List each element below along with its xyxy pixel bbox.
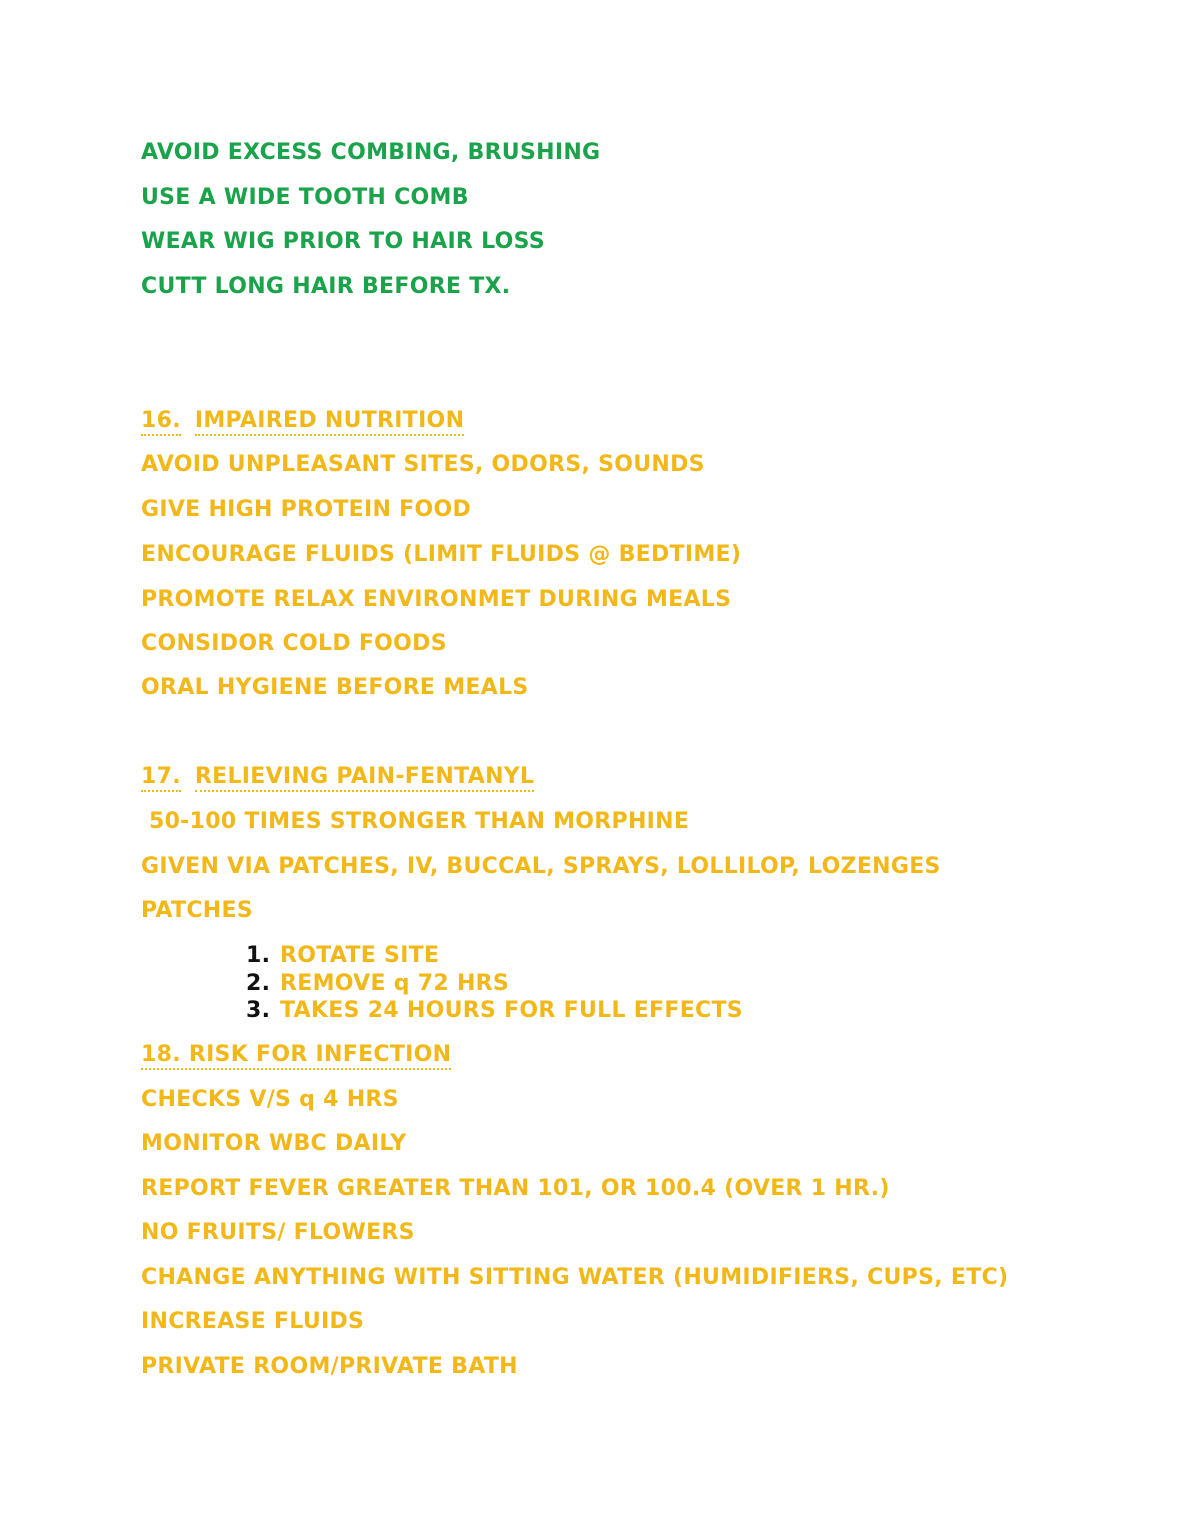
infection-heading — [141, 1041, 451, 1069]
pain-heading — [141, 763, 534, 791]
nutrition-heading-title: IMPAIRED NUTRITION — [195, 408, 464, 436]
nutrition-heading-number: 16. — [141, 408, 181, 436]
infection-line-2: MONITOR WBC DAILY — [141, 1131, 407, 1156]
nutrition-line-6: ORAL HYGIENE BEFORE MEALS — [141, 675, 529, 700]
infection-line-3: REPORT FEVER GREATER THAN 101, OR 100.4 (OVER 1 HR.) — [141, 1176, 890, 1201]
infection-line-1: CHECKS V/S q 4 HRS — [141, 1087, 399, 1112]
patch-list-item — [246, 970, 509, 998]
nutrition-line-4: PROMOTE RELAX ENVIRONMET DURING MEALS — [141, 587, 732, 612]
hair-line-4: CUTT LONG HAIR BEFORE TX. — [141, 274, 511, 299]
hair-line-3: WEAR WIG PRIOR TO HAIR LOSS — [141, 229, 545, 254]
patch-list-item — [246, 997, 743, 1025]
list-marker: 3. — [246, 998, 271, 1023]
list-item-text: REMOVE q 72 HRS — [280, 971, 510, 996]
infection-line-5: CHANGE ANYTHING WITH SITTING WATER (HUMIDIFIERS, CUPS, ETC) — [141, 1265, 1009, 1290]
nutrition-line-1: AVOID UNPLEASANT SITES, ODORS, SOUNDS — [141, 452, 705, 477]
list-item-text: ROTATE SITE — [280, 943, 440, 968]
infection-line-7: PRIVATE ROOM/PRIVATE BATH — [141, 1354, 518, 1379]
list-marker: 2. — [246, 971, 271, 996]
pain-heading-number: 17. — [141, 764, 181, 792]
patch-list-item — [246, 942, 439, 970]
pain-heading-title: RELIEVING PAIN-FENTANYL — [195, 764, 534, 792]
list-marker: 1. — [246, 943, 271, 968]
infection-heading-title: 18. RISK FOR INFECTION — [141, 1042, 451, 1070]
infection-line-6: INCREASE FLUIDS — [141, 1309, 365, 1334]
nutrition-line-3: ENCOURAGE FLUIDS (LIMIT FLUIDS @ BEDTIME) — [141, 542, 742, 567]
nutrition-line-5: CONSIDOR COLD FOODS — [141, 631, 447, 656]
hair-line-1: AVOID EXCESS COMBING, BRUSHING — [141, 140, 601, 165]
nutrition-line-2: GIVE HIGH PROTEIN FOOD — [141, 497, 472, 522]
hair-line-2: USE A WIDE TOOTH COMB — [141, 185, 469, 210]
infection-line-4: NO FRUITS/ FLOWERS — [141, 1220, 415, 1245]
pain-line-2: GIVEN VIA PATCHES, IV, BUCCAL, SPRAYS, LOLLILOP, LOZENGES — [141, 854, 941, 879]
pain-line-1: 50-100 TIMES STRONGER THAN MORPHINE — [141, 809, 690, 834]
list-item-text: TAKES 24 HOURS FOR FULL EFFECTS — [280, 998, 743, 1023]
nutrition-heading — [141, 407, 464, 435]
pain-line-3: PATCHES — [141, 898, 253, 923]
